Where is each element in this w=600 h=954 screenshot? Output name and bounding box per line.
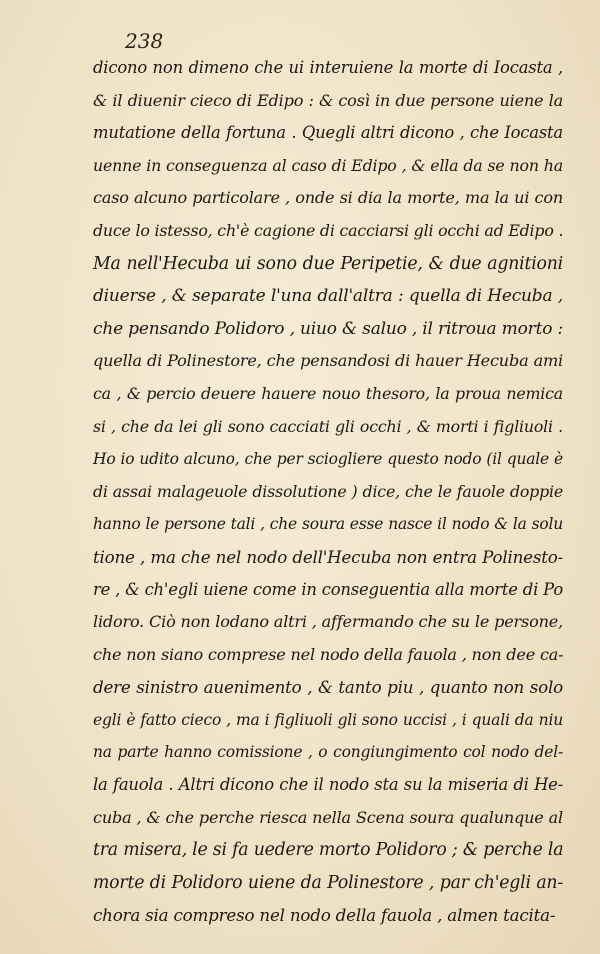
text-line: quella di Polinestore, che pensandosi di hauer Hecuba ami: [93, 351, 563, 371]
text-line: mutatione della fortuna . Quegli altri dicono , che Iocasta: [93, 123, 563, 143]
text-line: & il diuenir cieco di Edipo : & così in due persone uiene la: [93, 90, 563, 110]
text-line: Ho io udito alcuno, che per sciogliere questo nodo (il quale è: [93, 450, 563, 469]
text-line: re , & ch'egli uiene come in conseguentia alla morte di Po: [93, 579, 563, 599]
text-line: chora sia compreso nel nodo della fauola , almen tacita-: [93, 905, 556, 926]
text-line: che pensando Polidoro , uiuo & saluo , il ritroua morto :: [93, 318, 563, 339]
body-text: [93, 52, 563, 932]
text-line: lidoro. Ciò non lodano altri , affermando che su le persone,: [93, 612, 563, 632]
text-line: duce lo istesso, ch'è cagione di cacciarsi gli occhi ad Edipo .: [93, 220, 564, 240]
text-line: uenne in conseguenza al caso di Edipo , & ella da se non ha: [93, 155, 563, 175]
text-line: Ma nell'Hecuba ui sono due Peripetie, & due agnitioni: [93, 253, 563, 274]
text-line: hanno le persone tali , che soura esse nasce il nodo & la solu: [93, 515, 563, 534]
text-line: na parte hanno comissione , o congiungimento col nodo del-: [93, 743, 563, 762]
text-line: ca , & percio deuere hauere nouo thesoro, la proua nemica: [93, 383, 563, 403]
text-line: diuerse , & separate l'una dall'altra : quella di Hecuba ,: [93, 286, 563, 307]
text-line: che non siano comprese nel nodo della fauola , non dee ca-: [93, 644, 564, 664]
text-line: dere sinistro auenimento , & tanto piu , quanto non solo: [93, 677, 563, 698]
text-line: di assai malageuole dissolutione ) dice, che le fauole doppie: [93, 481, 563, 501]
text-line: morte di Polidoro uiene da Polinestore , par ch'egli an-: [93, 872, 563, 893]
text-line: tione , ma che nel nodo dell'Hecuba non entra Polinesto-: [93, 546, 563, 567]
text-line: caso alcuno particolare , onde si dia la morte, ma la ui con: [93, 188, 563, 208]
text-line: tra misera, le si fa uedere morto Polidoro ; & perche la: [93, 840, 564, 861]
text-line: cuba , & che perche riesca nella Scena soura qualunque al: [93, 807, 563, 827]
page-number: 238: [125, 29, 164, 53]
text-line: dicono non dimeno che ui interuiene la morte di Iocasta ,: [93, 58, 563, 77]
text-line: egli è fatto cieco , ma i figliuoli gli sono uccisi , i quali da niu: [93, 710, 563, 729]
text-line: si , che da lei gli sono cacciati gli occhi , & morti i figliuoli .: [93, 416, 563, 436]
text-line: la fauola . Altri dicono che il nodo sta su la miseria di He-: [93, 775, 563, 795]
